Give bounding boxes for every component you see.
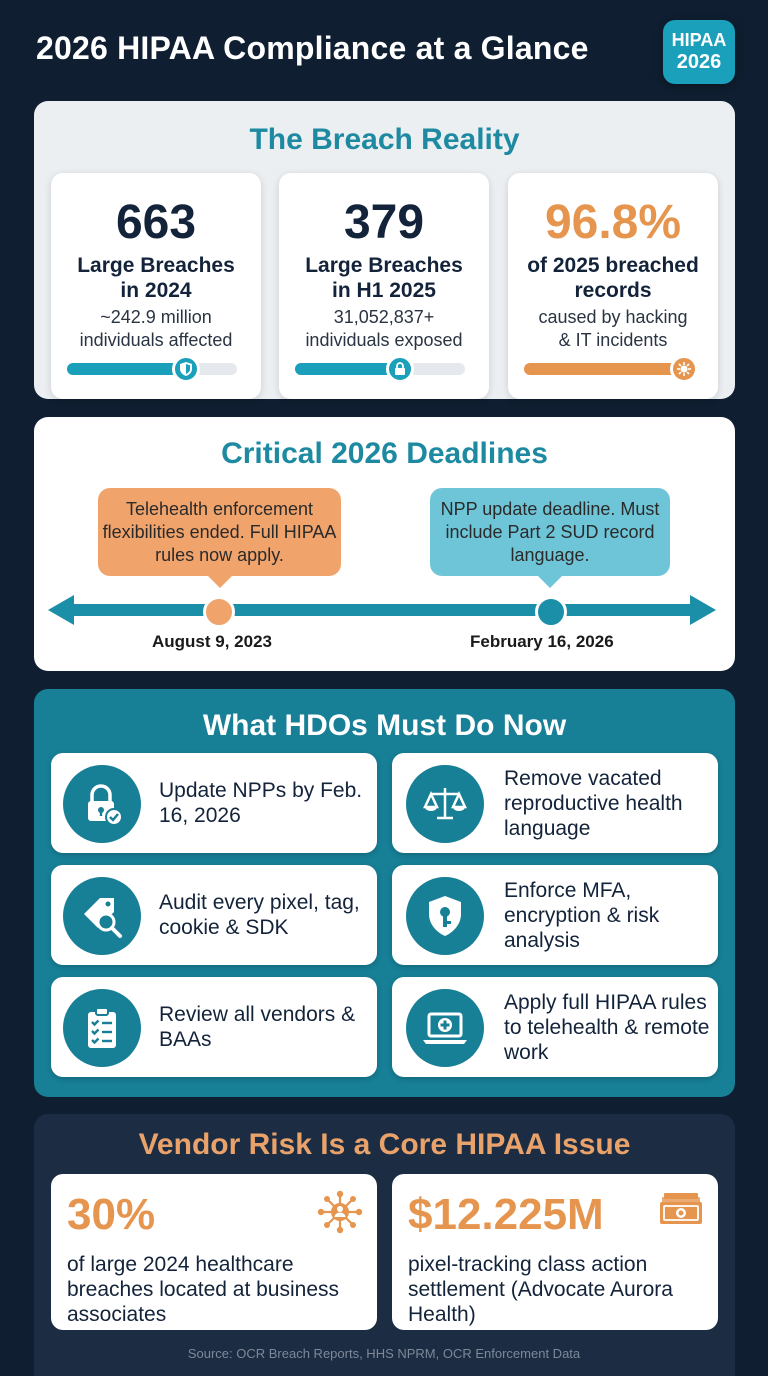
actions-panel bbox=[34, 689, 735, 1097]
stat-label bbox=[514, 253, 712, 303]
hipaa-2026-badge bbox=[663, 20, 735, 84]
stat-progress-bar bbox=[524, 363, 694, 375]
action-text: Update NPPs by Feb. 16, 2026 bbox=[159, 779, 363, 827]
deadline-note-telehealth: Telehealth enforcement flexibilities ended. Full HIPAA rules now apply. bbox=[98, 488, 341, 576]
stat-label bbox=[285, 253, 483, 303]
stat-subtext-line: & IT incidents bbox=[558, 330, 668, 350]
action-text: Review all vendors & BAAs bbox=[159, 1003, 356, 1051]
stat-subtext-line: ~242.9 million bbox=[100, 307, 212, 327]
action-text: Apply full HIPAA rules to telehealth & remote work bbox=[504, 990, 710, 1064]
shield-icon bbox=[172, 355, 200, 383]
shield-key-icon bbox=[406, 877, 484, 955]
network-person-icon bbox=[317, 1190, 363, 1239]
action-card-audit-tracking bbox=[51, 865, 377, 965]
timeline-date-2026: February 16, 2026 bbox=[470, 632, 614, 651]
cash-icon bbox=[658, 1190, 704, 1231]
stat-label-line: records bbox=[574, 279, 652, 302]
lock-check-icon bbox=[63, 765, 141, 843]
stat-label-line: of 2025 breached bbox=[527, 254, 699, 277]
stat-label-line: in 2024 bbox=[120, 279, 192, 302]
breach-reality-panel bbox=[34, 101, 735, 399]
page-title: 2026 HIPAA Compliance at a Glance bbox=[36, 30, 589, 66]
stat-progress-fill bbox=[524, 363, 689, 375]
stat-card-2024-breaches bbox=[51, 173, 261, 399]
lock-icon bbox=[386, 355, 414, 383]
vendor-stat-text: pixel-tracking class action settlement (Advocate Aurora Health) bbox=[408, 1253, 673, 1326]
scales-icon bbox=[406, 765, 484, 843]
stat-progress-bar bbox=[67, 363, 237, 375]
timeline-marker-2026 bbox=[535, 596, 567, 628]
action-card-review-vendors bbox=[51, 977, 377, 1077]
stat-label bbox=[57, 253, 255, 303]
stat-progress-bar bbox=[295, 363, 465, 375]
vendor-stat-value: $12.225M bbox=[408, 1190, 604, 1239]
timeline-line bbox=[70, 604, 700, 616]
vendor-card-business-associates bbox=[51, 1174, 377, 1330]
vendor-section-title: Vendor Risk Is a Core HIPAA Issue bbox=[138, 1128, 631, 1161]
action-text: Remove vacated reproductive health language bbox=[504, 766, 683, 840]
stat-card-h1-2025-breaches bbox=[279, 173, 489, 399]
stat-label-line: Large Breaches bbox=[77, 254, 235, 277]
deadlines-section-title: Critical 2026 Deadlines bbox=[221, 437, 548, 470]
stat-label-line: Large Breaches bbox=[305, 254, 463, 277]
vendor-card-settlement bbox=[392, 1174, 718, 1330]
stat-card-hacking-share bbox=[508, 173, 718, 399]
stat-subtext bbox=[514, 306, 712, 352]
action-card-telehealth-rules bbox=[392, 977, 718, 1077]
timeline-date-2023: August 9, 2023 bbox=[152, 632, 272, 651]
stat-subtext-line: caused by hacking bbox=[538, 307, 688, 327]
tag-search-icon bbox=[63, 877, 141, 955]
action-card-remove-language bbox=[392, 753, 718, 853]
deadlines-panel bbox=[34, 417, 735, 671]
vendor-stat-text: of large 2024 healthcare breaches located at business associates bbox=[67, 1253, 340, 1326]
stat-progress-fill bbox=[295, 363, 400, 375]
stat-subtext bbox=[57, 306, 255, 352]
stat-value: 379 bbox=[343, 196, 425, 249]
breach-section-title: The Breach Reality bbox=[249, 123, 520, 156]
timeline-arrow-right-icon bbox=[690, 595, 716, 625]
laptop-medical-icon bbox=[406, 989, 484, 1067]
stat-subtext-line: individuals affected bbox=[79, 330, 233, 350]
stat-value: 663 bbox=[115, 196, 197, 249]
clipboard-checklist-icon bbox=[63, 989, 141, 1067]
badge-line-2: 2026 bbox=[676, 51, 722, 73]
timeline-marker-2023 bbox=[203, 596, 235, 628]
action-text: Audit every pixel, tag, cookie & SDK bbox=[159, 891, 360, 939]
vendor-stat-value: 30% bbox=[67, 1190, 156, 1239]
vendor-risk-panel bbox=[34, 1114, 735, 1376]
deadline-note-npp: NPP update deadline. Must include Part 2 SUD record language. bbox=[430, 488, 670, 576]
stat-subtext-line: individuals exposed bbox=[305, 330, 463, 350]
badge-line-1: HIPAA bbox=[671, 30, 727, 50]
action-card-enforce-mfa bbox=[392, 865, 718, 965]
source-footnote: Source: OCR Breach Reports, HHS NPRM, OCR Enforcement Data bbox=[187, 1346, 581, 1361]
virus-icon bbox=[670, 355, 698, 383]
actions-section-title: What HDOs Must Do Now bbox=[202, 709, 567, 742]
action-text: Enforce MFA, encryption & risk analysis bbox=[504, 878, 660, 952]
stat-subtext bbox=[285, 306, 483, 352]
stat-subtext-line: 31,052,837+ bbox=[333, 307, 435, 327]
stat-progress-fill bbox=[67, 363, 186, 375]
stat-value: 96.8% bbox=[544, 196, 682, 249]
action-card-update-npps bbox=[51, 753, 377, 853]
stat-label-line: in H1 2025 bbox=[332, 279, 436, 302]
